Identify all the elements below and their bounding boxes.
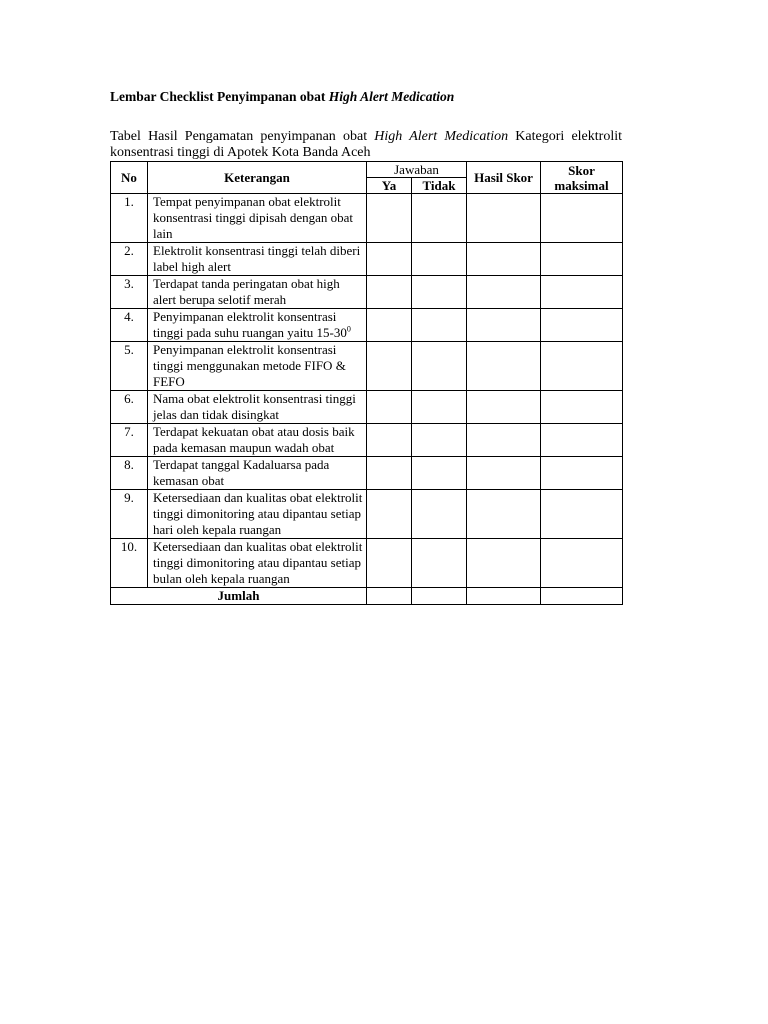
title-italic-text: High Alert Medication: [328, 89, 455, 104]
header-tidak: Tidak: [412, 178, 467, 194]
table-row: [111, 539, 623, 588]
cell-skor-maksimal: [541, 276, 623, 309]
cell-skor-maksimal: [541, 342, 623, 391]
cell-tidak: [412, 457, 467, 490]
cell-tidak: [412, 276, 467, 309]
row-description: Terdapat tanggal Kadaluarsa pada kemasan obat: [148, 457, 367, 490]
cell-skor-maksimal: [541, 457, 623, 490]
cell-skor-maksimal: [541, 309, 623, 342]
table-row: [111, 457, 623, 490]
cell-hasil-skor: [467, 424, 541, 457]
row-description: Elektrolit konsentrasi tinggi telah diberi label high alert: [148, 243, 367, 276]
cell-skor-maksimal: [541, 243, 623, 276]
checklist-table: [110, 161, 623, 605]
total-row: [111, 588, 623, 605]
cell-skor-maksimal: [541, 194, 623, 243]
table-row: [111, 309, 623, 342]
table-caption: [110, 129, 622, 161]
total-ya: [367, 588, 412, 605]
row-number: 4.: [111, 309, 148, 342]
row-description-text: Penyimpanan elektrolit konsentrasi tinggi pada suhu ruangan yaitu 15-30: [153, 309, 347, 340]
table-row: [111, 391, 623, 424]
cell-ya: [367, 490, 412, 539]
cell-tidak: [412, 424, 467, 457]
cell-hasil-skor: [467, 490, 541, 539]
row-description: Terdapat kekuatan obat atau dosis baik pada kemasan maupun wadah obat: [148, 424, 367, 457]
total-hasil-skor: [467, 588, 541, 605]
row-description: Terdapat tanda peringatan obat high alert berupa selotif merah: [148, 276, 367, 309]
row-number: 6.: [111, 391, 148, 424]
row-number: 9.: [111, 490, 148, 539]
row-description: Tempat penyimpanan obat elektrolit konsentrasi tinggi dipisah dengan obat lain: [148, 194, 367, 243]
row-number: 2.: [111, 243, 148, 276]
cell-ya: [367, 424, 412, 457]
cell-tidak: [412, 490, 467, 539]
row-number: 10.: [111, 539, 148, 588]
cell-hasil-skor: [467, 243, 541, 276]
row-number: 7.: [111, 424, 148, 457]
cell-ya: [367, 539, 412, 588]
cell-skor-maksimal: [541, 391, 623, 424]
cell-ya: [367, 391, 412, 424]
caption-suffix-text: Kategori elektrolit konsentrasi tinggi di Apotek Kota Banda Aceh: [110, 129, 622, 160]
total-label: Jumlah: [111, 588, 367, 605]
cell-hasil-skor: [467, 342, 541, 391]
row-description: [148, 309, 367, 342]
cell-ya: [367, 243, 412, 276]
cell-tidak: [412, 194, 467, 243]
row-description: Penyimpanan elektrolit konsentrasi tinggi menggunakan metode FIFO & FEFO: [148, 342, 367, 391]
caption-text: Tabel Hasil Pengamatan penyimpanan obat: [110, 129, 375, 144]
header-hasil-skor: Hasil Skor: [467, 162, 541, 194]
document-title: [110, 88, 622, 105]
table-row: [111, 342, 623, 391]
table-row: [111, 243, 623, 276]
table-row: [111, 194, 623, 243]
table-row: [111, 276, 623, 309]
total-skor-maksimal: [541, 588, 623, 605]
cell-ya: [367, 342, 412, 391]
document-page: [110, 88, 622, 605]
cell-ya: [367, 194, 412, 243]
cell-tidak: [412, 539, 467, 588]
row-description: Nama obat elektrolit konsentrasi tinggi jelas dan tidak disingkat: [148, 391, 367, 424]
cell-hasil-skor: [467, 309, 541, 342]
cell-ya: [367, 276, 412, 309]
header-keterangan: Keterangan: [148, 162, 367, 194]
cell-tidak: [412, 391, 467, 424]
row-number: 8.: [111, 457, 148, 490]
cell-tidak: [412, 342, 467, 391]
cell-hasil-skor: [467, 457, 541, 490]
row-number: 5.: [111, 342, 148, 391]
table-row: [111, 424, 623, 457]
cell-skor-maksimal: [541, 539, 623, 588]
header-skor-maksimal: Skor maksimal: [541, 162, 623, 194]
row-description: Ketersediaan dan kualitas obat elektrolit tinggi dimonitoring atau dipantau setiap hari oleh kepala ruangan: [148, 490, 367, 539]
cell-hasil-skor: [467, 539, 541, 588]
caption-italic-text: High Alert Medication: [374, 129, 509, 144]
row-number: 3.: [111, 276, 148, 309]
header-jawaban: Jawaban: [367, 162, 467, 178]
cell-skor-maksimal: [541, 490, 623, 539]
row-description: Ketersediaan dan kualitas obat elektrolit tinggi dimonitoring atau dipantau setiap bulan oleh kepala ruangan: [148, 539, 367, 588]
header-ya: Ya: [367, 178, 412, 194]
cell-hasil-skor: [467, 194, 541, 243]
total-tidak: [412, 588, 467, 605]
cell-hasil-skor: [467, 391, 541, 424]
cell-tidak: [412, 243, 467, 276]
cell-tidak: [412, 309, 467, 342]
header-no: No: [111, 162, 148, 194]
cell-ya: [367, 309, 412, 342]
degree-superscript: 0: [346, 324, 351, 334]
row-number: 1.: [111, 194, 148, 243]
cell-ya: [367, 457, 412, 490]
title-text: Lembar Checklist Penyimpanan obat: [110, 89, 329, 104]
table-row: [111, 490, 623, 539]
cell-hasil-skor: [467, 276, 541, 309]
cell-skor-maksimal: [541, 424, 623, 457]
checklist-body: [111, 194, 623, 605]
